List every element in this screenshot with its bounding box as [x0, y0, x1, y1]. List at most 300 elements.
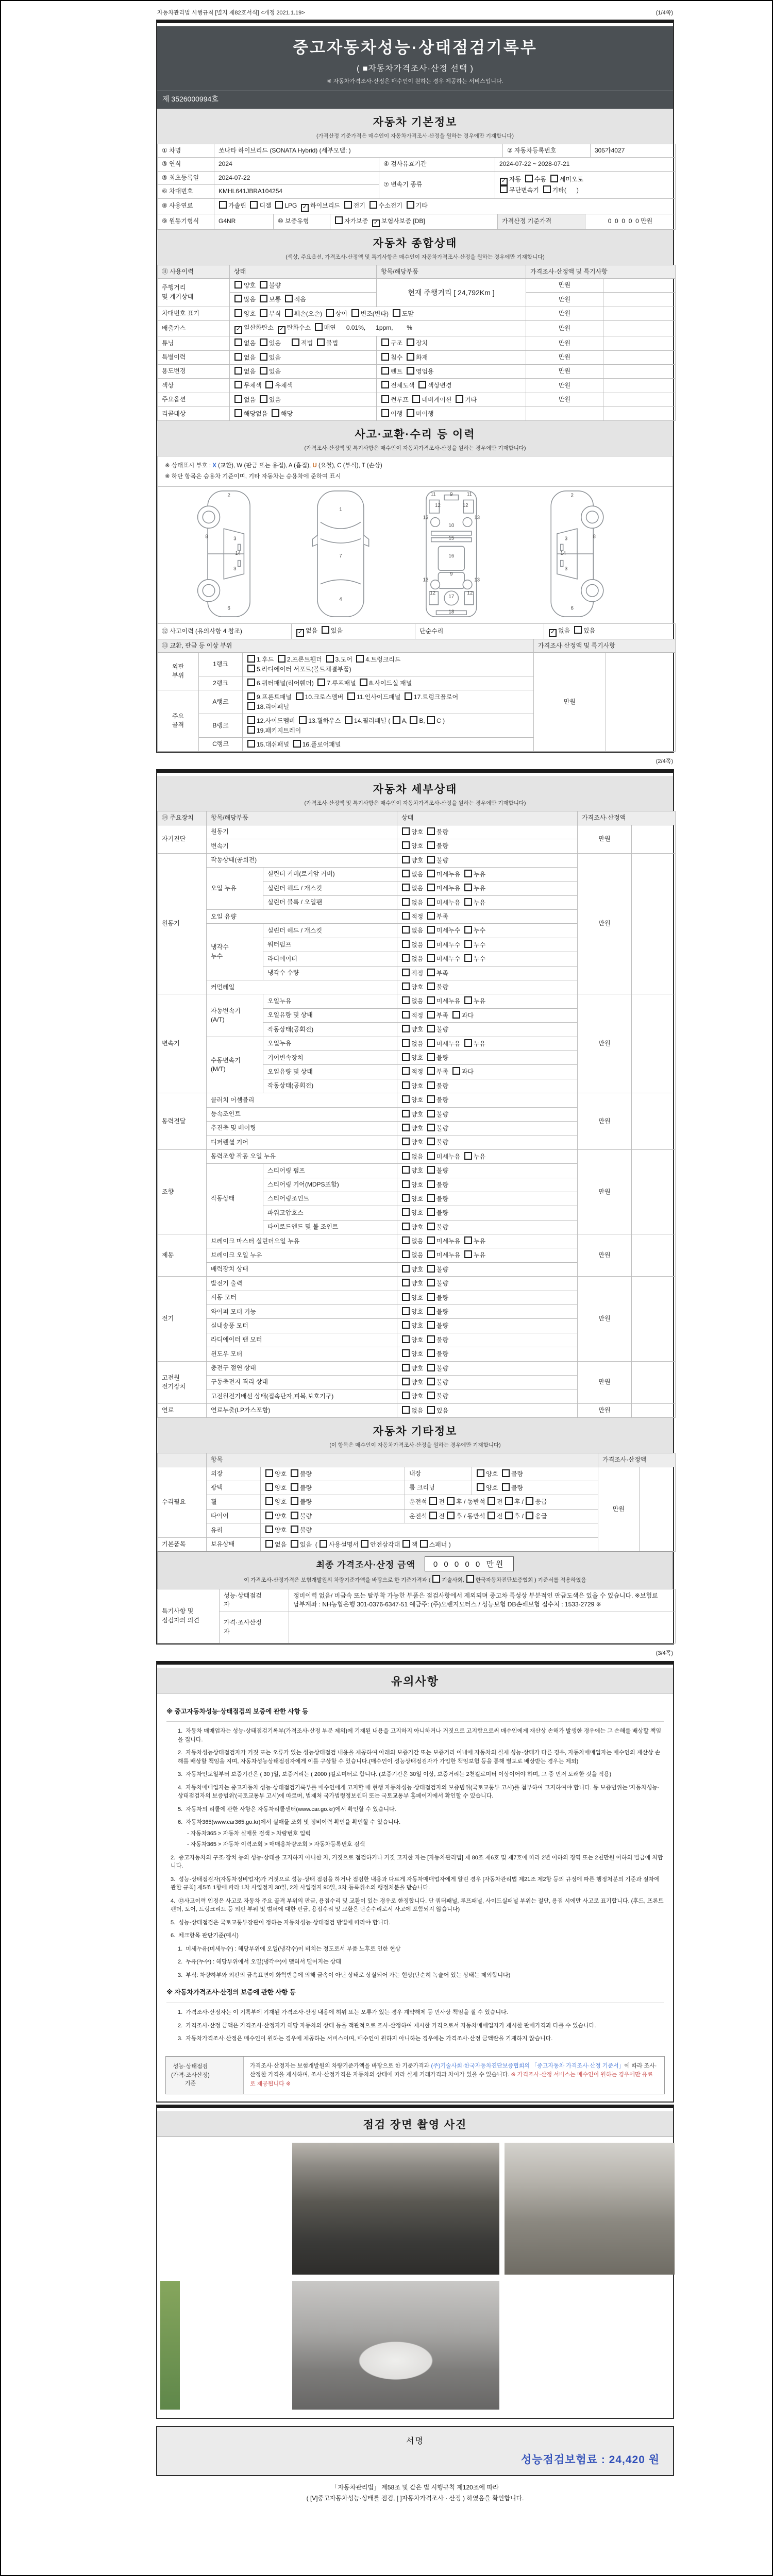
checkbox-empty-icon: [452, 1011, 460, 1019]
diagram-part-number: 10: [448, 523, 455, 529]
checkbox-empty-icon: [402, 1250, 410, 1258]
car-name-value: 쏘나타 하이브리드 (SONATA Hybrid) (세부모델: ): [214, 144, 503, 158]
form-cell: 가격산정 기준가격: [498, 214, 585, 229]
checkbox-empty-icon: [351, 309, 359, 317]
checkbox-empty-icon: [402, 870, 410, 877]
checkbox-empty-icon: [381, 381, 389, 388]
checkbox-empty-icon: [402, 1124, 410, 1131]
emission-values: ✓ 일산화탄소 ✓ 탄화수소 매연 0.01%, 1ppm, %: [230, 321, 526, 336]
form-cell: 없음 미세누수 누수: [397, 938, 578, 952]
checkbox-empty-icon: [402, 1152, 410, 1160]
checkbox-empty-icon: [432, 1575, 440, 1583]
checkbox-empty-icon: [361, 1540, 368, 1548]
checkbox-empty-icon: [427, 1194, 435, 1202]
basic-info-table-3: [157, 214, 673, 230]
form-cell: 없음 미세누유 누유: [397, 895, 578, 909]
checkbox-empty-icon: [247, 726, 255, 734]
checkbox-empty-icon: [265, 1497, 273, 1505]
checkbox-empty-icon: [219, 201, 227, 209]
form-cell: 내장: [405, 1467, 472, 1481]
section-header-basic-info: [157, 109, 673, 144]
form-cell: 무채색 유채색: [230, 379, 377, 393]
form-cell: 12.사이드멤버 13.휠하우스 14.필러패널 ( A, B, C ) 19.패키지트레이: [243, 714, 534, 738]
form-cell: 파워고압호스: [263, 1206, 397, 1220]
section-header-other-info: [157, 1418, 673, 1453]
diagram-part-number: 13: [423, 577, 429, 583]
form-cell: 스티어링조인트: [263, 1192, 397, 1206]
checkbox-empty-icon: [427, 1067, 435, 1075]
header-cell: 가격조사·산정액: [598, 1453, 676, 1467]
section-header-overall-status: [157, 230, 673, 265]
checkbox-empty-icon: [427, 912, 435, 920]
form-cell: [603, 293, 676, 307]
form-cell: 조향: [158, 1149, 207, 1234]
diagram-part-number: 15: [448, 535, 455, 541]
form-cell: 디퍼렌셜 기어: [207, 1136, 397, 1149]
form-cell: 배출가스: [158, 321, 230, 336]
checkbox-empty-icon: [464, 1152, 472, 1160]
inspector-remarks: 정비이력 없음/ 비금속 또는 탈부착 가능한 부품은 점검사항에서 제외되며 중고차 특성상 부분적인 판금도색은 있을 수 있습니다. ※보험료 납부계좌 : NH농협은행 301-0376-6347-51 예금주: (주)오렌지모터스 / 성능보험 DB손해보험 접수처 : 1533-2729 ※: [289, 1589, 676, 1612]
form-cell: 이행 미이행: [377, 407, 526, 421]
note-item: 6. 체크항목 판단기준(예시): [171, 1933, 239, 1939]
checkbox-empty-icon: [464, 954, 472, 962]
checkbox-empty-icon: [393, 309, 400, 317]
diagram-part-number: 3: [564, 566, 568, 572]
info-box-label: 성능·상태점검 (가격·조사산정) 기준: [166, 2057, 244, 2094]
diagram-part-number: 11: [466, 492, 473, 498]
section-note: (색상, 주요옵션, 가격조사·산정액 및 특기사항은 매수인이 자동차가격조사·산정을 원하는 경우에만 기재합니다): [285, 253, 545, 260]
form-cell: 양호 불량: [397, 853, 578, 867]
section-title: 자동차 기타정보: [373, 1426, 458, 1438]
checkbox-empty-icon: [299, 716, 307, 724]
note-item: 2. 자동차성능상태점검자가 거짓 또는 오류가 있는 성능상태점검 내용을 제공하여 아래의 보증기간 또는 보증거리 이내에 자동차의 실제 성능·상태가 다른 경우, 자동차매매업자는 매수인의 재산상 손해를 배상할 책임을 지며, 자동차성능상태점검자에게 이를 구상할 수 있습니다.(매수인이 성능상태점검자가 가입한 책임보험 등을 통해 별도로 배상받는 경우는 제외): [178, 1750, 661, 1765]
form-cell: [603, 379, 676, 393]
inspection-record-document: [156, 0, 674, 2503]
checkbox-empty-icon: [317, 338, 325, 346]
checkbox-empty-icon: [427, 1279, 435, 1286]
basic-info-table-1: [157, 144, 673, 158]
form-cell: [606, 653, 676, 752]
form-cell: ② 자동차등록번호: [503, 144, 591, 158]
form-cell: 광택: [207, 1481, 261, 1495]
basic-info-table-2: [157, 157, 673, 214]
form-cell: 고전원전기배선 상태(접속단자,피복,보호기구): [207, 1389, 397, 1403]
checkbox-empty-icon: [505, 1512, 513, 1519]
form-cell: 발전기 출력: [207, 1277, 397, 1291]
text-part: (요철),: [316, 463, 338, 469]
checkbox-empty-icon: [427, 1166, 435, 1174]
checkbox-empty-icon: [402, 969, 410, 976]
text-part: ※ 상태표시 부호 :: [165, 463, 213, 469]
checkbox-empty-icon: [402, 856, 410, 863]
form-cell: [632, 1361, 676, 1403]
checkbox-empty-icon: [427, 1293, 435, 1301]
diagram-part-number: 9: [450, 492, 453, 498]
diagram-part-number: 3: [233, 566, 237, 572]
checkbox-empty-icon: [393, 716, 400, 724]
checkbox-empty-icon: [402, 827, 410, 835]
form-cell: ④ 검사유효기간: [379, 158, 495, 171]
form-cell: 보유상태: [207, 1537, 261, 1551]
diagram-part-number: 8: [205, 534, 208, 540]
checkbox-empty-icon: [477, 1469, 484, 1477]
form-cell: 만원: [526, 379, 603, 393]
appraiser-remarks: [289, 1612, 676, 1643]
note-item: 5. 자동차의 리콜에 관한 사항은 자동차리콜센터(www.car.go.kr)에서 확인할 수 있습니다.: [178, 1806, 396, 1812]
checkbox-empty-icon: [356, 655, 364, 663]
checkbox-empty-icon: [315, 323, 323, 331]
checkbox-empty-icon: [402, 1223, 410, 1230]
form-cell: 9.프론트패널 10.크로스멤버 11.인사이드패널 17.트렁크플로어 18.리어패널: [243, 690, 534, 714]
form-cell: 자기진단: [158, 825, 207, 853]
form-cell: 라디에이터: [263, 952, 397, 966]
note-item: - 자동차365 > 자동차 실매물 검색 > 차량번호 입력: [187, 1830, 311, 1837]
checkbox-empty-icon: [427, 969, 435, 976]
checkbox-empty-icon: [381, 367, 389, 375]
checkbox-empty-icon: [381, 409, 389, 417]
note-item: 3. 성능·상태점검자(자동차정비업자)가 거짓으로 성능·상태 점검을 하거나 점검한 내용과 다르게 자동차매매업자에게 알린 경우 [자동차관리법 제21조 제2항 등의 규정에 따른 행정처분의 기준과 절차에 관한 규칙] 제5조 1항에 따라 1차 사업정지 30일, 2차 사업정지 90일, 3차 등록취소의 행정처분을 받습니다.: [171, 1876, 660, 1891]
diagram-part-number: 1: [339, 506, 342, 513]
checkbox-empty-icon: [234, 409, 242, 417]
form-cell: 만원: [598, 1467, 640, 1551]
form-cell: 만원: [578, 1234, 632, 1277]
checkbox-empty-icon: [381, 338, 389, 346]
form-cell: 브레이크 마스터 실린더오일 누유: [207, 1234, 397, 1248]
checkbox-empty-icon: [402, 1349, 410, 1357]
checkbox-empty-icon: [488, 1497, 495, 1505]
basic-info-table-3: [157, 214, 676, 230]
form-cell: [632, 1403, 676, 1417]
photo-area: [157, 2141, 673, 2413]
form-cell: 운전석 전 후 / 동반석 전 후 / 응급: [405, 1509, 598, 1523]
form-cell: 양호 불량: [397, 1107, 578, 1121]
checkbox-empty-icon: [464, 926, 472, 934]
form-cell: 양호 불량: [397, 1262, 578, 1276]
form-cell: C랭크: [199, 737, 243, 751]
checkbox-empty-icon: [427, 1349, 435, 1357]
checkbox-empty-icon: [427, 1321, 435, 1329]
checkbox-empty-icon: [402, 1392, 410, 1399]
form-cell: 커먼레일: [207, 980, 397, 994]
checkbox-empty-icon: [402, 1011, 410, 1019]
form-cell: 제동: [158, 1234, 207, 1277]
checkbox-empty-icon: [402, 1293, 410, 1301]
checkbox-empty-icon: [275, 201, 283, 209]
section-header-notices: [157, 1668, 673, 1693]
form-cell: 유리: [207, 1523, 261, 1537]
checkbox-empty-icon: [402, 912, 410, 920]
checkbox-empty-icon: [407, 201, 414, 209]
page-marker-3: (3/4쪽): [656, 1650, 673, 1656]
checkbox-empty-icon: [429, 1497, 437, 1505]
checkbox-empty-icon: [429, 1512, 437, 1519]
basic-info-table-2: [157, 157, 676, 214]
checkbox-empty-icon: [344, 201, 352, 209]
checkbox-empty-icon: [234, 338, 242, 346]
form-cell: 양호 부식 훼손(오손) 상이 변조(변타) 도말: [230, 307, 526, 320]
form-cell: [603, 350, 676, 364]
checkbox-empty-icon: [505, 1497, 513, 1505]
form-subtitle: ( ■자동차가격조사·산정 선택 ): [356, 64, 474, 73]
form-cell: 15.대쉬패널 16.플로어패널: [243, 737, 534, 751]
section-title: 사고·교환·수리 등 이력: [355, 429, 476, 441]
checkbox-empty-icon: [291, 1469, 298, 1477]
checkbox-empty-icon: [427, 1053, 435, 1061]
form-cell: ⑨ 원동기형식: [158, 214, 214, 229]
form-cell: [632, 853, 676, 994]
checkbox-empty-icon: [452, 1067, 460, 1075]
checkbox-empty-icon: [464, 940, 472, 948]
other-info-table: [157, 1453, 673, 1552]
header-cell: ⑬ 교환, 판금 등 이상 부위: [158, 639, 534, 652]
header-cell: ⑭ 주요장치: [158, 811, 207, 825]
note-item: 3. 자동차인도일부터 보증기간은 ( 30 )일, 보증거리는 ( 2000 )킬로미터로 합니다. (보증기간은 30일 이상, 보증거리는 2천킬로미터 이상이어야 하며, 그 중 먼저 도래한 것을 적용): [178, 1771, 612, 1778]
checkbox-empty-icon: [502, 1469, 510, 1477]
final-price-band: [157, 1551, 673, 1589]
form-cell: 6.쿼터패널(리어휀더) 7.루프패널 8.사이드실 패널: [243, 676, 534, 690]
diagram-part-number: 16: [448, 553, 455, 559]
form-cell: [632, 1093, 676, 1150]
diagram-part-number: 12: [462, 503, 468, 509]
form-cell: 원동기: [158, 853, 207, 994]
diagram-part-number: 8: [593, 534, 596, 540]
checkbox-empty-icon: [247, 655, 255, 663]
form-cell: ⑩ 보증유형: [274, 214, 330, 229]
text-part: A: [288, 463, 292, 469]
checkbox-empty-icon: [464, 1250, 472, 1258]
form-cell: 없음 미세누수 누수: [397, 952, 578, 966]
damage-code-legend: [157, 456, 673, 486]
form-cell: 차대번호 표기: [158, 307, 230, 320]
page-marker-2: (2/4쪽): [656, 758, 673, 765]
form-cell: ⑤ 최초등록일: [158, 171, 214, 184]
checkbox-empty-icon: [427, 1208, 435, 1216]
checkbox-empty-icon: [326, 309, 334, 317]
header-cell: [158, 1453, 207, 1467]
form-cell: 없음 있음 적법 불법: [230, 336, 377, 350]
form-subnote: ※ 자동차가격조사·산정은 매수인이 원하는 경우 제공하는 서비스입니다.: [327, 78, 503, 84]
checkbox-empty-icon: [407, 353, 414, 361]
checkbox-empty-icon: [464, 1236, 472, 1244]
form-cell: 냉각수 누수: [207, 924, 263, 980]
section-header-photos: [157, 2111, 673, 2137]
form-cell: 양호 불량: [230, 278, 377, 292]
note-item: 2. 중고자동차의 구조·장치 등의 성능·상태를 고지하지 아니한 자, 거짓으로 점검하거나 거짓 고지한 자는 [자동차관리법] 제 80조 제6호 및 제7호에 따라 2년 이하의 징역 또는 2천만원 이하의 벌금에 처합니다.: [171, 1854, 663, 1870]
note-item: 5. 성능·상태점검은 국토교통부장관이 정하는 자동차성능·상태점검 방법에 따라야 합니다.: [171, 1919, 391, 1926]
checkbox-empty-icon: [427, 841, 435, 849]
note-item: 1. 미세누유(미세누수) : 해당부위에 오일(냉각수)이 비치는 정도로서 부품 노후로 인한 현상: [178, 1945, 401, 1952]
form-cell: 1.후드 2.프론트휀더 3.도어 4.트렁크리드 5.라디에이터 서포트(볼트체결부품): [243, 653, 534, 676]
remarks-table: [157, 1589, 673, 1643]
checkbox-empty-icon: [525, 175, 533, 182]
form-cell: 오일누유: [263, 1037, 397, 1050]
form-cell: 오일누유: [263, 994, 397, 1008]
transmission-type-options: ✓ 자동 수동 세미오토 무단변속기 기타( ): [495, 171, 676, 198]
checkbox-empty-icon: [360, 679, 367, 686]
checkbox-empty-icon: [427, 716, 435, 724]
checkbox-empty-icon: [381, 353, 389, 361]
checkbox-empty-icon: [427, 1025, 435, 1032]
checkbox-empty-icon: [402, 1194, 410, 1202]
form-cell: 양호 불량: [261, 1467, 405, 1481]
note-item: 4. 자동차매매업자는 중고자동차 성능·상태점검기록부를 매수인에게 고지할 때 현행 자동차성능·상태점검자의 보증범위(국토교통부 고시)를 첨부하여 고지하여야 합니다. 동 보증범위는 '자동차성능·상태점검자의 보증범위'(국토교통부 고시)에 따르며, 법제처 국가법령정보센터 또는 국토교통부 홈페이지에서 확인할 수 있습니다.: [178, 1784, 660, 1800]
checkbox-empty-icon: [402, 1025, 410, 1032]
diagram-part-number: 6: [570, 605, 574, 612]
header-cell: 항목/해당부품: [207, 811, 397, 825]
form-cell: ① 차명: [158, 144, 214, 158]
checkbox-empty-icon: [427, 1180, 435, 1188]
note-item: 3. 부식: 차량하부와 외판의 금속표면이 화학반응에 의해 금속이 아닌 상태로 상실되어 가는 현상(단순히 녹슬어 있는 상태는 제외합니다): [178, 1972, 511, 1978]
form-cell: 원동기: [207, 825, 397, 839]
checkbox-empty-icon: [402, 1208, 410, 1216]
form-cell: 클러치 어셈블리: [207, 1093, 397, 1107]
form-cell: 만원: [578, 994, 632, 1093]
text-part: ※ 가격조사·산정 서비스는 매수인이 원하는 경우에만 유료로 제공됩니다 ※: [250, 2072, 653, 2087]
inspection-photo-lift-underside: [292, 2143, 499, 2275]
warranty-type-options: 자가보증 ✓ 보험사보증 [DB]: [330, 214, 498, 229]
checkbox-empty-icon: [247, 702, 255, 710]
vin-value: KMHL641JBRA104254: [214, 185, 379, 198]
checkbox-empty-icon: [260, 281, 267, 289]
form-cell: 기본품목: [158, 1537, 207, 1551]
form-cell: ③ 연식: [158, 158, 214, 171]
checkbox-empty-icon: [402, 996, 410, 1004]
header-cell: 가격조사·산정액 및 특기사항: [526, 265, 676, 278]
form-cell: 오일 누유: [207, 867, 263, 909]
text-part: W: [237, 463, 243, 469]
form-cell: 양호 불량: [397, 1192, 578, 1206]
damage-code-line: [165, 461, 665, 471]
note-item: 2. 누유(누수) : 해당부위에서 오일(냉각수)이 맺혀서 떨어지는 상태: [178, 1959, 341, 1965]
checkbox-empty-icon: [296, 692, 304, 700]
checkbox-empty-icon: [234, 367, 242, 375]
form-cell: 만원: [534, 653, 606, 752]
form-cell: 외판 부위: [158, 653, 199, 690]
form-cell: 2랭크: [199, 676, 243, 690]
checkbox-empty-icon: [464, 996, 472, 1004]
final-price-note: 이 가격조사·산정가격은 보험개발원의 차량기준가액을 바탕으로 한 기준가격과 ( 기술사회, 한국자동차진단보증협회 ) 기준서를 적용하였음: [161, 1575, 669, 1584]
form-cell: 없음 있음: [397, 1403, 578, 1417]
form-cell: 없음 미세누유 누유: [397, 1234, 578, 1248]
form-cell: B랭크: [199, 714, 243, 738]
form-title-band: [157, 26, 673, 90]
checkbox-empty-icon: [447, 1512, 455, 1519]
checkbox-empty-icon: [285, 295, 293, 302]
checkbox-empty-icon: [265, 1526, 273, 1533]
checkbox-empty-icon: [402, 1039, 410, 1047]
checkbox-empty-icon: [402, 1053, 410, 1061]
checkbox-empty-icon: [402, 1265, 410, 1273]
form-cell: 특별이력: [158, 350, 230, 364]
diagram-part-number: 12: [435, 503, 441, 509]
form-cell: 시동 모터: [207, 1291, 397, 1304]
photos-box: [156, 2105, 674, 2419]
header-cell: 가격조사·산정액: [578, 811, 676, 825]
mileage-value: 현재 주행거리 [ 24,792Km ]: [377, 278, 526, 307]
checkbox-empty-icon: [247, 679, 255, 686]
checkbox-empty-icon: [402, 1166, 410, 1174]
checkbox-empty-icon: [347, 692, 355, 700]
checkbox-empty-icon: [427, 954, 435, 962]
form-cell: 양호 불량: [397, 1023, 578, 1037]
checkbox-empty-icon: [427, 856, 435, 863]
form-cell: [603, 307, 676, 320]
checkbox-empty-icon: [574, 626, 582, 634]
diagram-part-number: 12: [430, 590, 436, 596]
form-cell: [603, 364, 676, 378]
section-title: 자동차 종합상태: [373, 237, 458, 249]
checkbox-empty-icon: [420, 1540, 428, 1548]
checkbox-empty-icon: [291, 1512, 298, 1519]
fuel-type-options: 가솔린 디젤 LPG ✓ 하이브리드 전기 수소전기 기타: [214, 198, 676, 214]
form-cell: 없음 있음: [230, 364, 377, 378]
page-3-box: [156, 1661, 674, 2103]
form-cell: 만원: [526, 293, 603, 307]
form-cell: 배력장치 상태: [207, 1262, 397, 1276]
form-cell: 색상: [158, 379, 230, 393]
form-cell: 양호 불량: [397, 839, 578, 853]
checkbox-empty-icon: [402, 1378, 410, 1385]
checkbox-empty-icon: [402, 1279, 410, 1286]
form-cell: 작동상태(공회전): [207, 853, 397, 867]
form-cell: 해당없음 해당: [230, 407, 377, 421]
inspection-insurance-fee: 성능점검보험료 : 24,420 원: [520, 2454, 660, 2466]
header-cell: 상태: [397, 811, 578, 825]
checkbox-empty-icon: [526, 1497, 533, 1505]
diagram-part-number: 13: [474, 577, 480, 583]
form-cell: 양호 불량: [397, 1178, 578, 1192]
remarks-table: [157, 1589, 676, 1643]
checkbox-empty-icon: [265, 381, 273, 388]
diagram-part-number: 14: [235, 550, 241, 556]
checkbox-checked-icon: ✓: [500, 178, 508, 185]
form-cell: [603, 321, 676, 336]
form-cell: [640, 1467, 676, 1551]
form-cell: 수동변속기 (M/T): [207, 1037, 263, 1093]
inspection-photo-workshop: [505, 2143, 675, 2275]
checkbox-checked-icon: ✓: [301, 204, 309, 212]
form-cell: [603, 393, 676, 406]
form-cell: 양호 불량: [472, 1467, 598, 1481]
checkbox-empty-icon: [402, 982, 410, 990]
form-cell: 오일유량 및 상태: [263, 1065, 397, 1079]
text-part: U: [312, 463, 317, 469]
form-cell: ⑥ 차대번호: [158, 185, 214, 198]
checkbox-empty-icon: [402, 884, 410, 891]
form-cell: 양호 불량: [397, 825, 578, 839]
panel-rank-table: [157, 639, 676, 752]
form-cell: 와이퍼 모터 기능: [207, 1305, 397, 1319]
checkbox-empty-icon: [427, 870, 435, 877]
accident-summary-table: [157, 623, 676, 639]
vehicle-outlines: [198, 491, 603, 617]
text-part: (부식),: [341, 463, 362, 469]
form-cell: [632, 994, 676, 1093]
checkbox-empty-icon: [464, 1039, 472, 1047]
form-cell: 타이어: [207, 1509, 261, 1523]
form-cell: 만원: [578, 1403, 632, 1417]
checkbox-empty-icon: [291, 1540, 298, 1548]
legend-note: ※ 하단 항목은 승용차 기준이며, 기타 자동차는 승용차에 준하여 표시: [165, 473, 341, 480]
checkbox-empty-icon: [427, 1124, 435, 1131]
form-meta-text: 자동차관리법 시행규칙 [별지 제82호서식] <개정 2021.1.19>: [157, 10, 305, 16]
form-cell: 만원: [578, 1361, 632, 1403]
checkbox-empty-icon: [427, 1307, 435, 1315]
form-cell: 만원: [526, 278, 603, 292]
form-cell: 워터펌프: [263, 938, 397, 952]
form-cell: 만원: [526, 307, 603, 320]
section-title: 자동차 기본정보: [373, 116, 458, 128]
